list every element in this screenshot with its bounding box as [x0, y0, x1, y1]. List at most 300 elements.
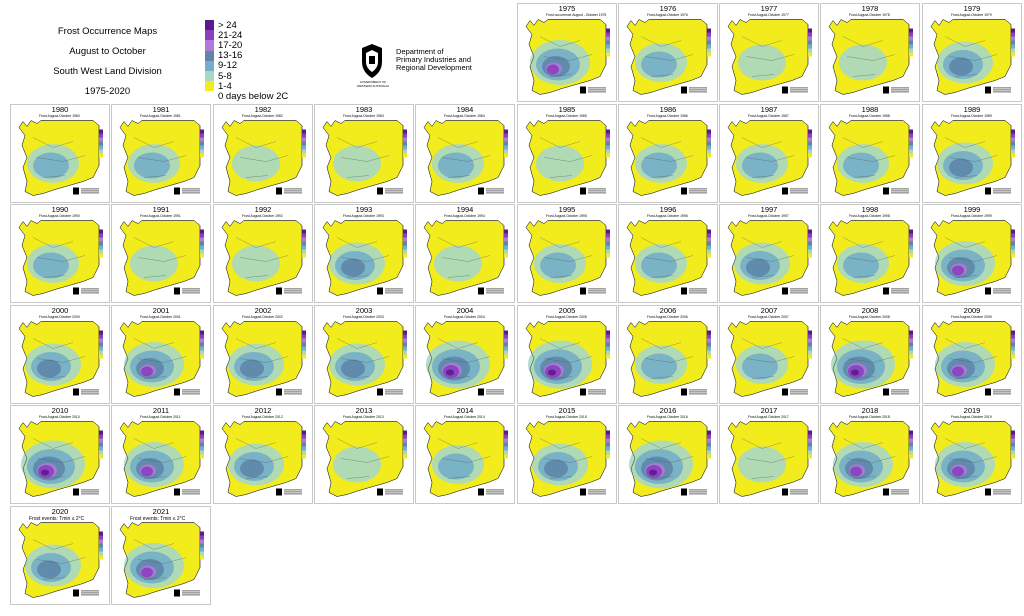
mini-legend-swatch	[200, 146, 204, 150]
mini-dept-text	[891, 193, 909, 194]
map-graphic	[923, 306, 1023, 405]
mini-legend	[808, 29, 812, 57]
map-graphic	[518, 406, 618, 505]
frost-zone	[548, 370, 556, 376]
mini-legend-swatch	[606, 355, 610, 359]
map-graphic	[518, 306, 618, 405]
map-graphic	[416, 105, 516, 204]
mini-legend	[909, 29, 913, 57]
mini-legend-swatch	[99, 150, 103, 154]
mini-legend-swatch	[99, 536, 103, 540]
mini-legend-swatch	[504, 347, 508, 351]
map-subtitle: Frost August-October 1977	[748, 13, 789, 17]
mini-crest-icon	[782, 87, 788, 94]
mini-legend-swatch	[99, 552, 103, 556]
mini-legend-swatch	[606, 238, 610, 242]
mini-dept-text	[993, 92, 1011, 93]
mini-legend-swatch	[504, 246, 508, 250]
mini-dept-text	[993, 90, 1011, 91]
map-graphic	[619, 306, 719, 405]
mini-legend-swatch	[606, 130, 610, 134]
mini-legend-swatch	[200, 142, 204, 146]
mini-legend-swatch	[504, 443, 508, 447]
mini-legend-swatch	[99, 548, 103, 552]
mini-crest-icon	[478, 188, 484, 195]
mini-legend	[302, 230, 306, 258]
map-graphic	[315, 306, 415, 405]
mini-legend-swatch	[909, 130, 913, 134]
mini-legend-swatch	[1011, 146, 1015, 150]
mini-legend-swatch	[909, 250, 913, 254]
mini-legend-swatch	[99, 335, 103, 339]
mini-dept-text	[790, 92, 808, 93]
frost-map-1982	[213, 104, 313, 203]
title-line-2: August to October	[69, 46, 146, 57]
frost-map-1979	[922, 3, 1022, 102]
mini-dept-text	[790, 291, 808, 292]
mini-dept-text	[182, 390, 200, 391]
map-subtitle: Frost August-October 1982	[242, 114, 283, 118]
mini-legend-swatch	[808, 455, 812, 459]
mini-dept-text	[993, 392, 1011, 393]
mini-crest-icon	[276, 288, 282, 295]
mini-legend-swatch	[1011, 339, 1015, 343]
mini-legend-swatch	[1011, 130, 1015, 134]
mini-dept-text	[993, 88, 1011, 89]
mini-legend-swatch	[403, 451, 407, 455]
mini-legend-swatch	[1011, 431, 1015, 435]
mini-legend	[808, 130, 812, 158]
mini-dept-text	[182, 189, 200, 190]
map-year-label: 1985	[558, 105, 576, 114]
mini-legend-swatch	[606, 451, 610, 455]
mini-dept-text	[588, 88, 606, 89]
mini-crest-icon	[681, 87, 687, 94]
legend-label: 17-20	[218, 39, 243, 51]
mini-legend-swatch	[707, 355, 711, 359]
map-year-label: 2005	[558, 306, 576, 315]
map-graphic	[214, 105, 314, 204]
map-subtitle: Frost August-October 2001	[140, 315, 181, 319]
map-year-label: 2008	[861, 306, 879, 315]
mini-legend-swatch	[302, 355, 306, 359]
mini-crest-icon	[782, 288, 788, 295]
mini-legend-swatch	[99, 242, 103, 246]
mini-legend-swatch	[1011, 355, 1015, 359]
map-subtitle: Frost August-October 2004	[444, 315, 485, 319]
mini-legend-swatch	[302, 351, 306, 355]
mini-crest-icon	[174, 188, 180, 195]
legend-swatch	[205, 61, 214, 71]
frost-zone	[952, 467, 964, 477]
mini-legend-swatch	[1011, 29, 1015, 33]
frost-zone	[434, 246, 482, 282]
mini-legend-swatch	[1011, 154, 1015, 158]
mini-legend-swatch	[99, 138, 103, 142]
legend	[205, 20, 288, 102]
frost-map-2013	[314, 405, 414, 504]
mini-crest-icon	[73, 188, 79, 195]
frost-zone	[949, 58, 973, 76]
frost-zone	[232, 246, 280, 282]
map-year-label: 1979	[963, 4, 981, 13]
mini-legend-swatch	[909, 431, 913, 435]
mini-dept-text	[588, 92, 606, 93]
mini-legend	[99, 230, 103, 258]
map-year-label: 2012	[254, 406, 272, 415]
mini-legend-swatch	[909, 154, 913, 158]
mini-legend-swatch	[606, 347, 610, 351]
mini-legend-swatch	[99, 250, 103, 254]
frost-map-1991	[111, 204, 211, 303]
mini-crest-icon	[276, 489, 282, 496]
gov-label: GOVERNMENT OF WESTERN AUSTRALIA	[356, 80, 390, 88]
mini-legend-swatch	[504, 339, 508, 343]
mini-legend-swatch	[302, 234, 306, 238]
mini-legend-swatch	[403, 250, 407, 254]
map-subtitle: Frost August-October 2014	[444, 415, 485, 419]
frost-map-1989	[922, 104, 1022, 203]
legend-label: 13-16	[218, 50, 243, 62]
mini-legend-swatch	[504, 242, 508, 246]
map-year-label: 1996	[659, 205, 677, 214]
mini-legend-swatch	[707, 49, 711, 53]
mini-dept-text	[790, 189, 808, 190]
legend-swatch	[205, 51, 214, 61]
mini-legend-swatch	[808, 339, 812, 343]
mini-legend-swatch	[504, 335, 508, 339]
mini-crest-icon	[478, 489, 484, 496]
mini-legend-swatch	[707, 238, 711, 242]
frost-map-2003	[314, 305, 414, 404]
mini-legend-swatch	[909, 351, 913, 355]
map-graphic	[619, 105, 719, 204]
mini-dept-text	[891, 90, 909, 91]
mini-dept-text	[790, 90, 808, 91]
map-year-label: 2011	[152, 406, 170, 415]
mini-legend-swatch	[1011, 37, 1015, 41]
dept-line-1: Department of	[396, 47, 444, 56]
mini-legend-swatch	[99, 246, 103, 250]
mini-dept-text	[385, 293, 403, 294]
legend-item	[205, 81, 288, 91]
mini-legend-swatch	[200, 134, 204, 138]
mini-dept-text	[588, 390, 606, 391]
frost-map-2002	[213, 305, 313, 404]
map-subtitle: Frost August-October 1996	[647, 214, 688, 218]
map-year-label: 2007	[760, 306, 778, 315]
mini-legend-swatch	[99, 435, 103, 439]
mini-crest-icon	[73, 389, 79, 396]
mini-legend-swatch	[403, 335, 407, 339]
frost-zone	[851, 370, 859, 376]
mini-legend-swatch	[403, 154, 407, 158]
mini-legend-swatch	[707, 33, 711, 37]
mini-legend-swatch	[606, 242, 610, 246]
mini-dept-text	[588, 494, 606, 495]
mini-legend-swatch	[504, 130, 508, 134]
frost-map-1977	[719, 3, 819, 102]
mini-legend-swatch	[1011, 234, 1015, 238]
map-year-label: 2004	[456, 306, 474, 315]
map-year-label: 1989	[963, 105, 981, 114]
mini-crest-icon	[580, 489, 586, 496]
mini-legend-swatch	[808, 254, 812, 258]
mini-dept-text	[385, 392, 403, 393]
frost-map-2011	[111, 405, 211, 504]
mini-legend-swatch	[909, 343, 913, 347]
mini-dept-text	[993, 291, 1011, 292]
map-graphic	[11, 507, 111, 606]
frost-map-1981	[111, 104, 211, 203]
mini-legend-swatch	[1011, 150, 1015, 154]
mini-crest-icon	[681, 389, 687, 396]
mini-dept-text	[81, 189, 99, 190]
mini-legend-swatch	[403, 343, 407, 347]
mini-legend-swatch	[707, 443, 711, 447]
mini-crest-icon	[478, 288, 484, 295]
mini-legend-swatch	[403, 150, 407, 154]
mini-legend-swatch	[200, 532, 204, 536]
mini-legend-swatch	[606, 45, 610, 49]
mini-legend-swatch	[707, 335, 711, 339]
map-subtitle: Frost August-October 1992	[242, 214, 283, 218]
mini-legend-swatch	[200, 435, 204, 439]
title-line-3: South West Land Division	[53, 66, 162, 77]
map-subtitle: Frost August-October 1984	[444, 114, 485, 118]
map-year-label: 1986	[659, 105, 677, 114]
legend-item	[205, 40, 288, 50]
mini-legend-swatch	[808, 331, 812, 335]
map-year-label: 1976	[659, 4, 677, 13]
mini-legend-swatch	[99, 331, 103, 335]
mini-crest-icon	[174, 288, 180, 295]
mini-dept-text	[81, 490, 99, 491]
frost-zone	[240, 460, 264, 478]
legend-swatch	[205, 71, 214, 81]
mini-dept-text	[81, 289, 99, 290]
mini-legend-swatch	[808, 246, 812, 250]
map-year-label: 2020	[51, 507, 69, 516]
mini-legend	[707, 431, 711, 459]
frost-zone	[37, 360, 61, 378]
map-graphic	[619, 4, 719, 103]
mini-legend-swatch	[606, 254, 610, 258]
mini-dept-text	[689, 394, 707, 395]
map-subtitle: Frost August-October 2011	[140, 415, 181, 419]
mini-legend-swatch	[99, 238, 103, 242]
mini-legend-swatch	[504, 355, 508, 359]
frost-zone	[438, 153, 474, 179]
mini-legend-swatch	[302, 451, 306, 455]
mini-dept-text	[486, 390, 504, 391]
mini-legend-swatch	[606, 343, 610, 347]
mini-legend-swatch	[200, 331, 204, 335]
mini-legend	[504, 331, 508, 359]
map-year-label: 1975	[558, 4, 576, 13]
legend-item	[205, 30, 288, 40]
mini-legend-swatch	[707, 331, 711, 335]
map-graphic	[821, 105, 921, 204]
mini-legend-swatch	[606, 335, 610, 339]
mini-legend-swatch	[200, 447, 204, 451]
mini-legend	[504, 230, 508, 258]
mini-legend	[302, 431, 306, 459]
mini-legend-swatch	[808, 130, 812, 134]
mini-legend-swatch	[302, 242, 306, 246]
mini-legend-swatch	[606, 49, 610, 53]
mini-legend-swatch	[200, 138, 204, 142]
map-graphic	[112, 105, 212, 204]
map-year-label: 1977	[760, 4, 778, 13]
mini-dept-text	[385, 394, 403, 395]
frost-map-2009	[922, 305, 1022, 404]
map-graphic	[112, 306, 212, 405]
mini-dept-text	[81, 593, 99, 594]
mini-legend-swatch	[99, 146, 103, 150]
mini-legend-swatch	[808, 343, 812, 347]
mini-dept-text	[385, 191, 403, 192]
mini-legend	[200, 331, 204, 359]
mini-legend-swatch	[707, 435, 711, 439]
mini-crest-icon	[478, 389, 484, 396]
mini-legend-swatch	[909, 355, 913, 359]
frost-map-1988	[820, 104, 920, 203]
mini-crest-icon	[782, 489, 788, 496]
frost-zone	[33, 153, 69, 179]
mini-legend-swatch	[403, 431, 407, 435]
dept-line-3: Regional Development	[396, 63, 472, 72]
map-subtitle: Frost occurrence August - October 1975	[546, 13, 607, 17]
frost-zone	[134, 153, 170, 179]
mini-legend-swatch	[504, 146, 508, 150]
mini-legend-swatch	[302, 246, 306, 250]
mini-legend-swatch	[808, 41, 812, 45]
frost-map-1996	[618, 204, 718, 303]
mini-dept-text	[891, 392, 909, 393]
map-graphic	[720, 406, 820, 505]
mini-legend-swatch	[707, 138, 711, 142]
mini-dept-text	[790, 191, 808, 192]
map-graphic	[720, 205, 820, 304]
mini-legend-swatch	[808, 53, 812, 57]
mini-dept-text	[689, 289, 707, 290]
mini-dept-text	[385, 193, 403, 194]
mini-legend	[707, 29, 711, 57]
map-year-label: 1998	[861, 205, 879, 214]
mini-dept-text	[284, 189, 302, 190]
map-subtitle: Frost events: Tmin ≤ 2°C	[130, 516, 186, 522]
frost-map-1992	[213, 204, 313, 303]
mini-legend-swatch	[504, 447, 508, 451]
legend-item	[205, 91, 288, 101]
mini-legend	[909, 130, 913, 158]
mini-legend-swatch	[200, 254, 204, 258]
map-year-label: 2009	[963, 306, 981, 315]
mini-legend-swatch	[504, 435, 508, 439]
legend-item	[205, 51, 288, 61]
mini-legend-swatch	[606, 351, 610, 355]
mini-dept-text	[588, 394, 606, 395]
mini-legend-swatch	[99, 532, 103, 536]
map-year-label: 2018	[861, 406, 879, 415]
legend-swatch	[205, 20, 214, 30]
mini-legend-swatch	[99, 351, 103, 355]
map-subtitle: Frost August-October 1985	[546, 114, 587, 118]
mini-dept-text	[81, 494, 99, 495]
mini-dept-text	[182, 595, 200, 596]
mini-dept-text	[790, 392, 808, 393]
mini-dept-text	[891, 191, 909, 192]
mini-dept-text	[689, 189, 707, 190]
mini-dept-text	[689, 293, 707, 294]
mini-dept-text	[182, 291, 200, 292]
map-year-label: 1995	[558, 205, 576, 214]
mini-legend-swatch	[504, 431, 508, 435]
mini-dept-text	[790, 494, 808, 495]
mini-legend	[302, 130, 306, 158]
mini-crest-icon	[681, 188, 687, 195]
mini-crest-icon	[985, 87, 991, 94]
mini-legend-swatch	[909, 347, 913, 351]
mini-dept-text	[689, 291, 707, 292]
mini-legend-swatch	[403, 339, 407, 343]
mini-crest-icon	[580, 188, 586, 195]
mini-legend-swatch	[909, 451, 913, 455]
map-subtitle: Frost August-October 1987	[748, 114, 789, 118]
mini-legend-swatch	[909, 455, 913, 459]
mini-legend-swatch	[707, 29, 711, 33]
mini-dept-text	[182, 193, 200, 194]
mini-crest-icon	[985, 489, 991, 496]
map-graphic	[416, 406, 516, 505]
mini-legend-swatch	[808, 33, 812, 37]
mini-legend-swatch	[808, 250, 812, 254]
map-subtitle: Frost August-October 1994	[444, 214, 485, 218]
mini-legend-swatch	[808, 234, 812, 238]
mini-legend-swatch	[606, 331, 610, 335]
mini-legend	[606, 230, 610, 258]
map-subtitle: Frost August-October 2017	[748, 415, 789, 419]
mini-legend-swatch	[302, 331, 306, 335]
legend-label: 5-8	[218, 70, 232, 82]
mini-legend-swatch	[403, 130, 407, 134]
mini-legend-swatch	[1011, 254, 1015, 258]
mini-dept-text	[689, 193, 707, 194]
map-subtitle: Frost August-October 2005	[546, 315, 587, 319]
mini-crest-icon	[174, 489, 180, 496]
mini-crest-icon	[883, 188, 889, 195]
mini-legend-swatch	[606, 339, 610, 343]
mini-dept-text	[588, 191, 606, 192]
map-year-label: 1991	[152, 205, 170, 214]
map-subtitle: Frost August-October 1999	[951, 214, 992, 218]
mini-legend-swatch	[99, 254, 103, 258]
map-subtitle: Frost August-October 1993	[343, 214, 384, 218]
mini-legend-swatch	[200, 347, 204, 351]
map-year-label: 1994	[456, 205, 474, 214]
mini-dept-text	[182, 293, 200, 294]
mini-dept-text	[891, 494, 909, 495]
frost-map-2016	[618, 405, 718, 504]
mini-legend-swatch	[1011, 455, 1015, 459]
mini-dept-text	[385, 494, 403, 495]
frost-map-2019	[922, 405, 1022, 504]
frost-zone	[843, 153, 879, 179]
legend-item	[205, 61, 288, 71]
mini-legend-swatch	[403, 435, 407, 439]
mini-legend-swatch	[606, 431, 610, 435]
